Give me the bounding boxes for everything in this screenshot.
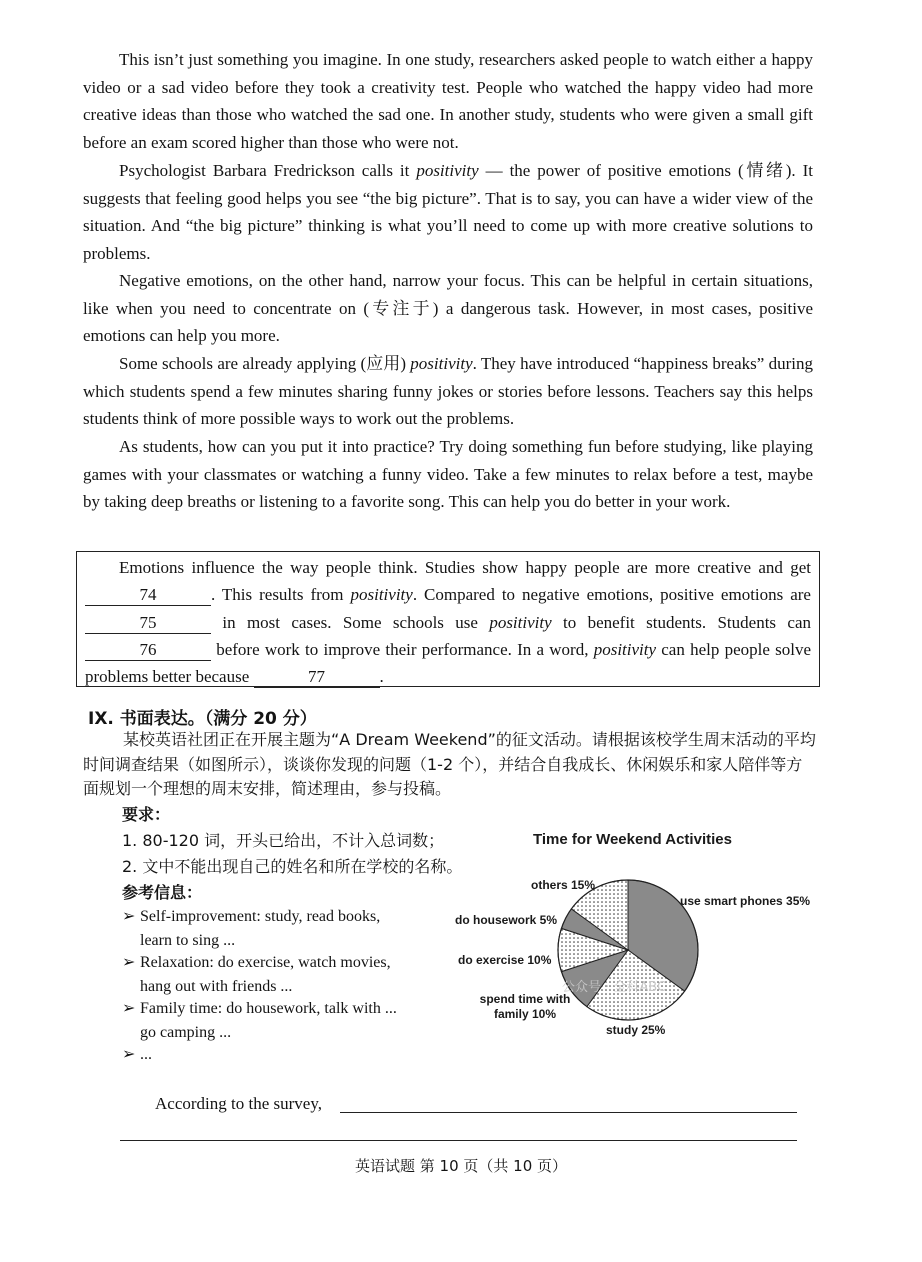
blank-77[interactable]: 77 bbox=[254, 667, 380, 688]
positivity-term: positivity bbox=[489, 612, 552, 632]
summary-fragment: can help people solve problems better because bbox=[85, 639, 811, 687]
writing-opening: According to the survey, bbox=[155, 1094, 322, 1113]
passage-text: Some schools are already applying (应用) bbox=[119, 354, 411, 373]
arrow-bullet-icon: ➢ bbox=[122, 1046, 136, 1063]
passage-text: . They have introduced “happiness breaks” during which students spend a few minutes sharing funny jokes or stories before lessons. Teachers say this helps students think of more possible ways to work out the problems. bbox=[83, 354, 813, 429]
arrow-bullet-icon: ➢ bbox=[122, 954, 136, 971]
watermark: 公众号 · 全科ABC bbox=[562, 980, 667, 995]
passage-text: This isn’t just something you imagine. In one study, researchers asked people to watch either a happy video or a sad video before they took a creativity test. People who watched the happy video had more creative ideas than those who watched the sad one. In another study, students who were given a small gift before an exam scored higher than those who were not. bbox=[83, 50, 813, 152]
blank-74[interactable]: 74 bbox=[85, 585, 211, 606]
summary-fragment: Emotions influence the way people think. Studies show happy people are more creative and get bbox=[119, 558, 811, 577]
pie-label-housework: do housework 5% bbox=[455, 913, 558, 927]
requirement-2: 2. 文中不能出现自己的姓名和所在学校的名称。 bbox=[122, 857, 463, 876]
answer-line[interactable] bbox=[340, 1112, 797, 1113]
pie-label-others: others 15% bbox=[531, 878, 596, 892]
reference-text: go camping ... bbox=[140, 1023, 232, 1041]
answer-line[interactable] bbox=[120, 1140, 797, 1141]
pie-label-exercise: do exercise 10% bbox=[458, 953, 552, 967]
passage-text: As students, how can you put it into practice? Try doing something fun before studying, like playing games with your classmates or watching a funny video. Take a few minutes to relax before a test, maybe by taking deep breaths or listening to a favorite song. This can help you do better in your work. bbox=[83, 437, 813, 512]
requirements-title: 要求： bbox=[122, 805, 171, 824]
passage-text: Psychologist Barbara Fredrickson calls it bbox=[119, 161, 417, 180]
section-heading: IX. 书面表达。（满分 20 分） bbox=[88, 709, 317, 729]
reference-text: learn to sing ... bbox=[140, 931, 236, 949]
summary-fragment: before work to improve their performance. In a word, bbox=[211, 639, 594, 659]
summary-fragment: . bbox=[379, 667, 384, 687]
pie-label-study: study 25% bbox=[606, 1023, 666, 1037]
reference-text: Family time: do housework, talk with ... bbox=[140, 1000, 397, 1017]
reference-text: hang out with friends ... bbox=[140, 977, 293, 995]
blank-76[interactable]: 76 bbox=[85, 640, 211, 661]
summary-fragment: in most cases. Some schools use bbox=[211, 612, 490, 632]
passage-text: — the power of positive emotions (情绪). It suggests that feeling good helps you see “the big picture”. That is to say, you can have a wider view of the situation. And “the big picture” thinking is what you’ll need to come up with more creative solutions to problems. bbox=[83, 161, 813, 263]
reference-title: 参考信息： bbox=[122, 883, 203, 902]
chart-title: Time for Weekend Activities bbox=[533, 831, 732, 848]
summary-fragment: to benefit students. Students can bbox=[551, 612, 811, 632]
pie-label-smart-phones: use smart phones 35% bbox=[680, 894, 811, 908]
reference-text: ... bbox=[140, 1046, 152, 1063]
summary-fragment: . This results from bbox=[211, 585, 351, 605]
summary-fragment: . Compared to negative emotions, positive emotions are bbox=[412, 585, 811, 605]
page-footer: 英语试题 第 10 页（共 10 页） bbox=[354, 1157, 567, 1175]
arrow-bullet-icon: ➢ bbox=[122, 1000, 136, 1017]
blank-75[interactable]: 75 bbox=[85, 613, 211, 634]
positivity-term: positivity bbox=[350, 585, 413, 605]
reference-text: Self-improvement: study, read books, bbox=[140, 908, 381, 925]
requirement-1: 1. 80-120 词，开头已给出，不计入总词数； bbox=[122, 831, 445, 850]
passage-text: Negative emotions, on the other hand, narrow your focus. This can be helpful in certain situations, like when you need to concentrate on (专注于) a dangerous task. However, in most cases, positive emotions can help you more. bbox=[83, 271, 813, 346]
positivity-term: positivity bbox=[410, 354, 473, 373]
pie-label-family: spend time with family 10% bbox=[479, 992, 571, 1021]
arrow-bullet-icon: ➢ bbox=[122, 908, 136, 925]
positivity-term: positivity bbox=[416, 161, 479, 180]
positivity-term: positivity bbox=[593, 639, 657, 659]
writing-task: 某校英语社团正在开展主题为“A Dream Weekend”的征文活动。请根据该校学生周末活动的平均时间调查结果（如图所示），谈谈你发现的问题（1-2 个），并结合自我成长、休闲娱乐和家人陪伴等方面规划一个理想的周末安排，简述理由，参与投稿。 bbox=[83, 730, 816, 798]
reference-text: Relaxation: do exercise, watch movies, bbox=[140, 954, 391, 971]
